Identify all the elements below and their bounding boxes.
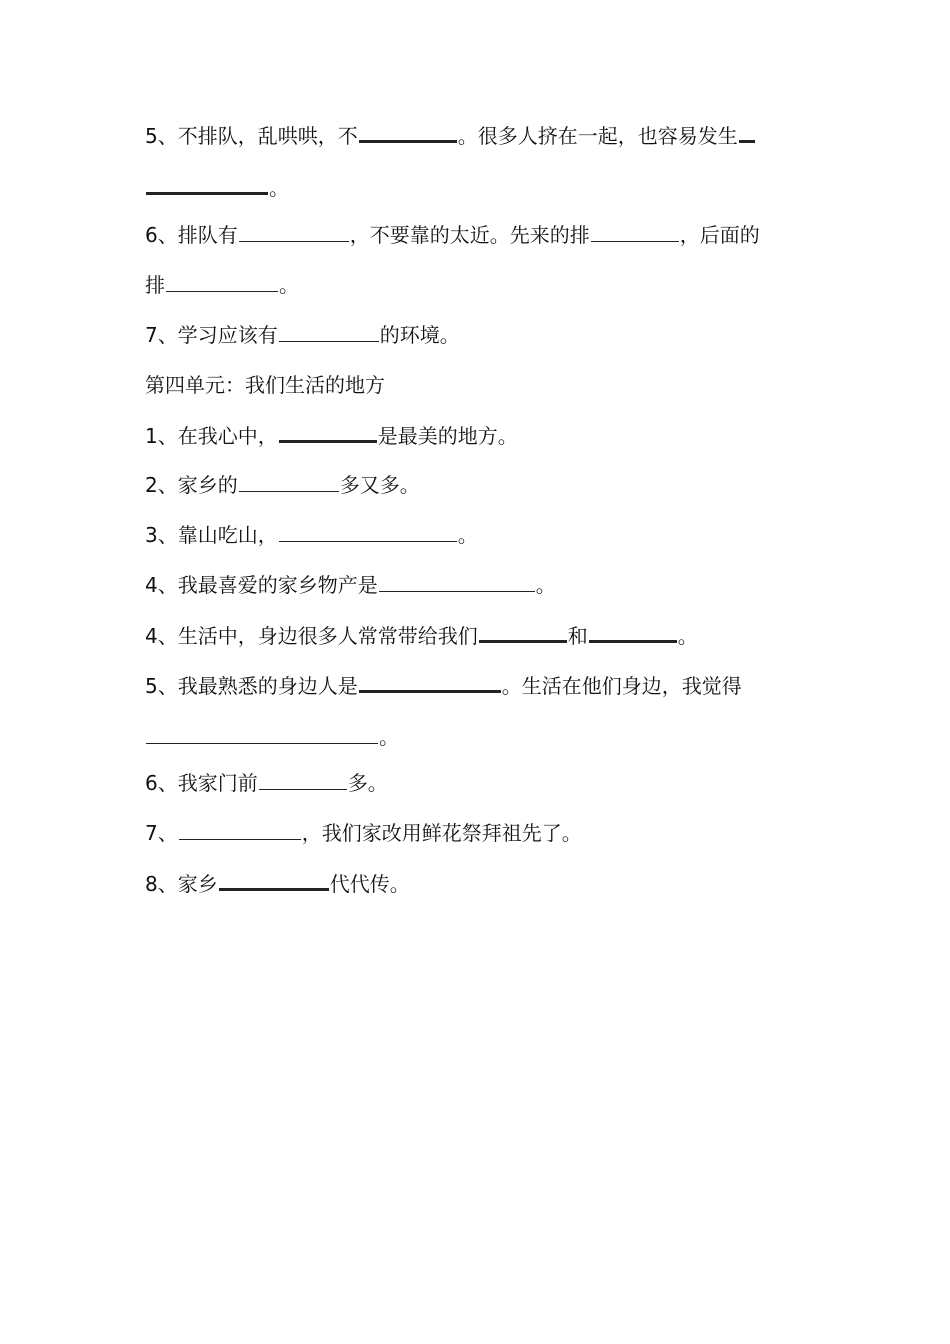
- line-text: 6、排队有: [145, 223, 238, 247]
- line-text: 4、生活中，身边很多人常常带给我们: [145, 624, 478, 648]
- line-text: ，我们家改用鲜花祭拜祖先了。: [301, 821, 582, 845]
- line-text: 2、家乡的: [145, 473, 238, 497]
- text-line-11: [145, 620, 698, 650]
- line-text: 。: [379, 725, 399, 749]
- text-line-16: [145, 868, 410, 898]
- text-line-6: [145, 370, 385, 400]
- fill-in-blank[interactable]: [379, 571, 535, 592]
- text-line-15: [145, 818, 582, 848]
- fill-in-blank[interactable]: [146, 172, 268, 195]
- text-line-4: [145, 270, 299, 300]
- text-line-9: [145, 520, 478, 550]
- text-line-12: [145, 670, 742, 700]
- line-text: 。: [677, 624, 698, 648]
- line-text: 。: [457, 523, 478, 547]
- text-line-1: [145, 120, 756, 150]
- line-text: 是最美的地方。: [377, 424, 518, 448]
- line-text: 。: [279, 273, 299, 297]
- text-line-13: [145, 722, 399, 752]
- line-text: 5、我最熟悉的身边人是: [145, 674, 358, 698]
- fill-in-blank[interactable]: [259, 769, 347, 790]
- line-text: 多。: [347, 771, 388, 795]
- line-text: 3、靠山吃山，: [145, 523, 278, 547]
- fill-in-blank[interactable]: [739, 120, 755, 143]
- line-text: 。很多人挤在一起，也容易发生: [457, 124, 738, 148]
- fill-in-blank[interactable]: [591, 221, 679, 242]
- line-text: ，后面的: [679, 223, 760, 247]
- fill-in-blank[interactable]: [179, 819, 301, 840]
- line-text: 。生活在他们身边，我觉得: [501, 674, 742, 698]
- line-text: 多又多。: [339, 473, 420, 497]
- line-text: 7、: [145, 821, 178, 845]
- line-text: 7、学习应该有: [145, 323, 278, 347]
- line-text: 第四单元：我们生活的地方: [145, 373, 385, 397]
- line-text: 。: [269, 176, 289, 200]
- fill-in-blank[interactable]: [279, 321, 379, 342]
- fill-in-blank[interactable]: [219, 868, 329, 891]
- fill-in-blank[interactable]: [279, 420, 377, 443]
- line-text: 代代传。: [329, 872, 410, 896]
- fill-in-blank[interactable]: [479, 620, 567, 643]
- line-text: 1、在我心中，: [145, 424, 278, 448]
- fill-in-blank[interactable]: [239, 221, 349, 242]
- line-text: 。: [535, 573, 556, 597]
- line-text: 排: [145, 273, 165, 297]
- text-line-5: [145, 320, 460, 350]
- line-text: 和: [567, 624, 588, 648]
- fill-in-blank[interactable]: [589, 620, 677, 643]
- fill-in-blank[interactable]: [166, 271, 278, 292]
- line-text: 4、我最喜爱的家乡物产是: [145, 573, 378, 597]
- line-text: 8、家乡: [145, 872, 218, 896]
- line-text: ，不要靠的太近。先来的排: [349, 223, 590, 247]
- fill-in-blank[interactable]: [359, 120, 457, 143]
- text-line-14: [145, 768, 388, 798]
- text-line-3: [145, 220, 760, 250]
- text-line-8: [145, 470, 420, 500]
- text-line-2: [145, 172, 289, 202]
- fill-in-blank[interactable]: [146, 723, 378, 744]
- text-line-10: [145, 570, 556, 600]
- fill-in-blank[interactable]: [359, 670, 501, 693]
- fill-in-blank[interactable]: [239, 471, 339, 492]
- line-text: 的环境。: [379, 323, 460, 347]
- fill-in-blank[interactable]: [279, 521, 457, 542]
- text-line-7: [145, 420, 518, 450]
- line-text: 5、不排队，乱哄哄，不: [145, 124, 358, 148]
- line-text: 6、我家门前: [145, 771, 258, 795]
